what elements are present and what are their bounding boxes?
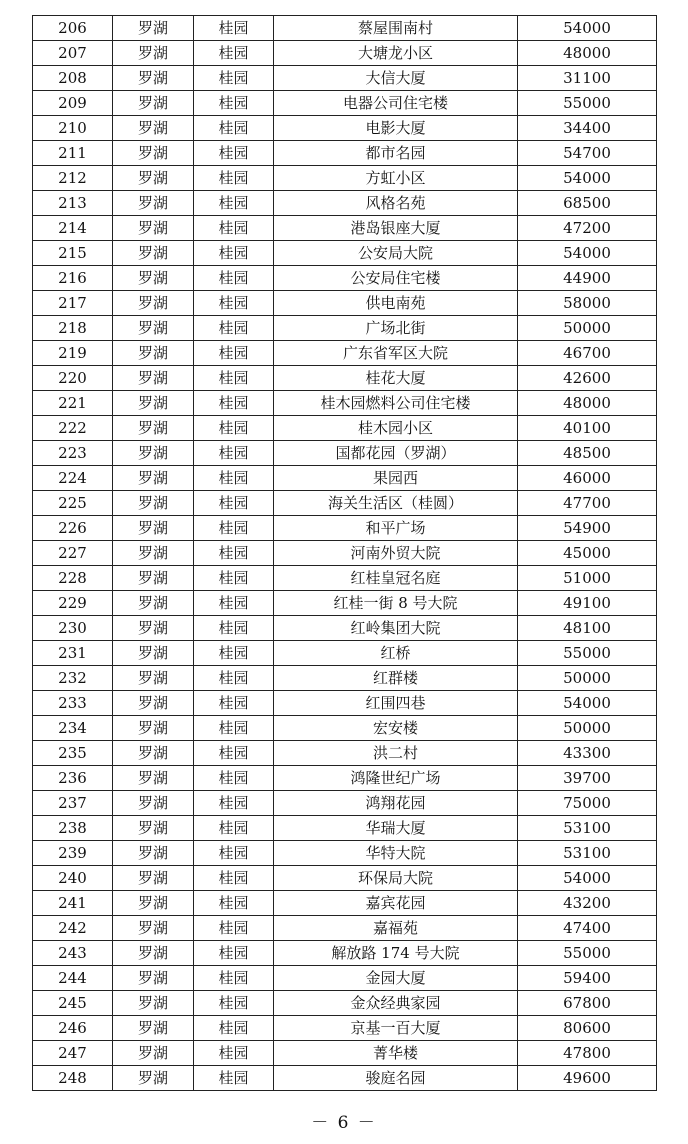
street-cell: 桂园 <box>194 741 274 766</box>
table-row <box>33 1016 657 1041</box>
community-name-cell: 海关生活区（桂圆） <box>274 491 518 516</box>
row-number-cell: 237 <box>33 791 113 816</box>
district-cell: 罗湖 <box>113 191 194 216</box>
row-number-cell: 215 <box>33 241 113 266</box>
district-cell: 罗湖 <box>113 66 194 91</box>
row-number-cell: 242 <box>33 916 113 941</box>
row-number-cell: 218 <box>33 316 113 341</box>
table-row <box>33 1041 657 1066</box>
row-number-cell: 248 <box>33 1066 113 1091</box>
community-name-cell: 果园西 <box>274 466 518 491</box>
table-row <box>33 366 657 391</box>
table-row <box>33 166 657 191</box>
row-number-cell: 214 <box>33 216 113 241</box>
row-number-cell: 219 <box>33 341 113 366</box>
district-cell: 罗湖 <box>113 41 194 66</box>
table-row <box>33 591 657 616</box>
page-number: － 6 － <box>311 1113 377 1133</box>
street-cell: 桂园 <box>194 816 274 841</box>
community-name-cell: 红桥 <box>274 641 518 666</box>
street-cell: 桂园 <box>194 366 274 391</box>
community-name-cell: 嘉宾花园 <box>274 891 518 916</box>
district-cell: 罗湖 <box>113 316 194 341</box>
district-cell: 罗湖 <box>113 366 194 391</box>
community-name-cell: 蔡屋围南村 <box>274 16 518 41</box>
table-row <box>33 191 657 216</box>
row-number-cell: 240 <box>33 866 113 891</box>
community-name-cell: 京基一百大厦 <box>274 1016 518 1041</box>
price-cell: 68500 <box>518 191 657 216</box>
row-number-cell: 206 <box>33 16 113 41</box>
price-cell: 48000 <box>518 391 657 416</box>
table-row <box>33 841 657 866</box>
district-cell: 罗湖 <box>113 891 194 916</box>
price-cell: 48500 <box>518 441 657 466</box>
price-cell: 45000 <box>518 541 657 566</box>
table-row <box>33 91 657 116</box>
district-cell: 罗湖 <box>113 666 194 691</box>
row-number-cell: 238 <box>33 816 113 841</box>
price-cell: 47800 <box>518 1041 657 1066</box>
community-name-cell: 国都花园（罗湖） <box>274 441 518 466</box>
table-row <box>33 516 657 541</box>
community-name-cell: 宏安楼 <box>274 716 518 741</box>
price-cell: 54700 <box>518 141 657 166</box>
district-cell: 罗湖 <box>113 691 194 716</box>
district-cell: 罗湖 <box>113 1066 194 1091</box>
community-name-cell: 电影大厦 <box>274 116 518 141</box>
district-cell: 罗湖 <box>113 141 194 166</box>
housing-price-table-container <box>32 15 656 1091</box>
price-cell: 80600 <box>518 1016 657 1041</box>
table-row <box>33 966 657 991</box>
community-name-cell: 公安局大院 <box>274 241 518 266</box>
district-cell: 罗湖 <box>113 791 194 816</box>
street-cell: 桂园 <box>194 516 274 541</box>
district-cell: 罗湖 <box>113 416 194 441</box>
row-number-cell: 211 <box>33 141 113 166</box>
row-number-cell: 228 <box>33 566 113 591</box>
community-name-cell: 河南外贸大院 <box>274 541 518 566</box>
table-row <box>33 616 657 641</box>
district-cell: 罗湖 <box>113 916 194 941</box>
row-number-cell: 232 <box>33 666 113 691</box>
price-cell: 49600 <box>518 1066 657 1091</box>
row-number-cell: 241 <box>33 891 113 916</box>
street-cell: 桂园 <box>194 916 274 941</box>
district-cell: 罗湖 <box>113 566 194 591</box>
price-cell: 47400 <box>518 916 657 941</box>
row-number-cell: 221 <box>33 391 113 416</box>
community-name-cell: 红岭集团大院 <box>274 616 518 641</box>
district-cell: 罗湖 <box>113 716 194 741</box>
district-cell: 罗湖 <box>113 516 194 541</box>
street-cell: 桂园 <box>194 391 274 416</box>
price-cell: 48000 <box>518 41 657 66</box>
district-cell: 罗湖 <box>113 816 194 841</box>
row-number-cell: 244 <box>33 966 113 991</box>
row-number-cell: 235 <box>33 741 113 766</box>
price-cell: 42600 <box>518 366 657 391</box>
community-name-cell: 大塘龙小区 <box>274 41 518 66</box>
table-row <box>33 991 657 1016</box>
street-cell: 桂园 <box>194 791 274 816</box>
community-name-cell: 红围四巷 <box>274 691 518 716</box>
street-cell: 桂园 <box>194 666 274 691</box>
district-cell: 罗湖 <box>113 991 194 1016</box>
table-row <box>33 16 657 41</box>
community-name-cell: 嘉福苑 <box>274 916 518 941</box>
district-cell: 罗湖 <box>113 391 194 416</box>
table-row <box>33 691 657 716</box>
price-cell: 54000 <box>518 691 657 716</box>
street-cell: 桂园 <box>194 1066 274 1091</box>
street-cell: 桂园 <box>194 866 274 891</box>
price-cell: 55000 <box>518 91 657 116</box>
street-cell: 桂园 <box>194 16 274 41</box>
street-cell: 桂园 <box>194 266 274 291</box>
row-number-cell: 245 <box>33 991 113 1016</box>
street-cell: 桂园 <box>194 291 274 316</box>
district-cell: 罗湖 <box>113 641 194 666</box>
price-cell: 54000 <box>518 16 657 41</box>
street-cell: 桂园 <box>194 41 274 66</box>
price-cell: 53100 <box>518 841 657 866</box>
street-cell: 桂园 <box>194 991 274 1016</box>
table-row <box>33 291 657 316</box>
community-name-cell: 广东省军区大院 <box>274 341 518 366</box>
street-cell: 桂园 <box>194 716 274 741</box>
table-row <box>33 391 657 416</box>
table-row <box>33 716 657 741</box>
community-name-cell: 环保局大院 <box>274 866 518 891</box>
community-name-cell: 风格名苑 <box>274 191 518 216</box>
community-name-cell: 解放路 174 号大院 <box>274 941 518 966</box>
table-row <box>33 816 657 841</box>
price-cell: 44900 <box>518 266 657 291</box>
community-name-cell: 骏庭名园 <box>274 1066 518 1091</box>
row-number-cell: 239 <box>33 841 113 866</box>
table-row <box>33 241 657 266</box>
community-name-cell: 华瑞大厦 <box>274 816 518 841</box>
table-row <box>33 316 657 341</box>
community-name-cell: 桂木园小区 <box>274 416 518 441</box>
table-row <box>33 916 657 941</box>
row-number-cell: 234 <box>33 716 113 741</box>
price-cell: 58000 <box>518 291 657 316</box>
table-row <box>33 41 657 66</box>
row-number-cell: 226 <box>33 516 113 541</box>
district-cell: 罗湖 <box>113 216 194 241</box>
row-number-cell: 213 <box>33 191 113 216</box>
table-row <box>33 416 657 441</box>
price-cell: 34400 <box>518 116 657 141</box>
table-row <box>33 541 657 566</box>
district-cell: 罗湖 <box>113 441 194 466</box>
community-name-cell: 电器公司住宅楼 <box>274 91 518 116</box>
community-name-cell: 桂木园燃料公司住宅楼 <box>274 391 518 416</box>
row-number-cell: 246 <box>33 1016 113 1041</box>
district-cell: 罗湖 <box>113 741 194 766</box>
table-row <box>33 116 657 141</box>
street-cell: 桂园 <box>194 191 274 216</box>
price-cell: 50000 <box>518 316 657 341</box>
row-number-cell: 207 <box>33 41 113 66</box>
row-number-cell: 225 <box>33 491 113 516</box>
table-row <box>33 866 657 891</box>
district-cell: 罗湖 <box>113 841 194 866</box>
table-row <box>33 341 657 366</box>
street-cell: 桂园 <box>194 841 274 866</box>
row-number-cell: 224 <box>33 466 113 491</box>
community-name-cell: 金园大厦 <box>274 966 518 991</box>
table-row <box>33 791 657 816</box>
district-cell: 罗湖 <box>113 266 194 291</box>
row-number-cell: 217 <box>33 291 113 316</box>
street-cell: 桂园 <box>194 416 274 441</box>
street-cell: 桂园 <box>194 91 274 116</box>
street-cell: 桂园 <box>194 891 274 916</box>
community-name-cell: 菁华楼 <box>274 1041 518 1066</box>
street-cell: 桂园 <box>194 241 274 266</box>
street-cell: 桂园 <box>194 491 274 516</box>
street-cell: 桂园 <box>194 641 274 666</box>
district-cell: 罗湖 <box>113 16 194 41</box>
district-cell: 罗湖 <box>113 291 194 316</box>
community-name-cell: 港岛银座大厦 <box>274 216 518 241</box>
district-cell: 罗湖 <box>113 941 194 966</box>
street-cell: 桂园 <box>194 341 274 366</box>
price-cell: 54000 <box>518 866 657 891</box>
table-row <box>33 441 657 466</box>
district-cell: 罗湖 <box>113 541 194 566</box>
row-number-cell: 208 <box>33 66 113 91</box>
district-cell: 罗湖 <box>113 491 194 516</box>
community-name-cell: 鸿隆世纪广场 <box>274 766 518 791</box>
district-cell: 罗湖 <box>113 241 194 266</box>
table-row <box>33 66 657 91</box>
community-name-cell: 红桂皇冠名庭 <box>274 566 518 591</box>
street-cell: 桂园 <box>194 1041 274 1066</box>
price-cell: 40100 <box>518 416 657 441</box>
street-cell: 桂园 <box>194 216 274 241</box>
price-cell: 39700 <box>518 766 657 791</box>
street-cell: 桂园 <box>194 541 274 566</box>
street-cell: 桂园 <box>194 141 274 166</box>
district-cell: 罗湖 <box>113 766 194 791</box>
price-cell: 46700 <box>518 341 657 366</box>
district-cell: 罗湖 <box>113 1041 194 1066</box>
community-name-cell: 都市名园 <box>274 141 518 166</box>
table-body <box>33 16 657 1091</box>
district-cell: 罗湖 <box>113 616 194 641</box>
price-cell: 43200 <box>518 891 657 916</box>
price-cell: 67800 <box>518 991 657 1016</box>
price-cell: 59400 <box>518 966 657 991</box>
table-row <box>33 641 657 666</box>
street-cell: 桂园 <box>194 691 274 716</box>
street-cell: 桂园 <box>194 316 274 341</box>
community-name-cell: 桂花大厦 <box>274 366 518 391</box>
district-cell: 罗湖 <box>113 91 194 116</box>
community-name-cell: 红桂一街 8 号大院 <box>274 591 518 616</box>
row-number-cell: 243 <box>33 941 113 966</box>
price-cell: 54000 <box>518 241 657 266</box>
table-row <box>33 741 657 766</box>
row-number-cell: 229 <box>33 591 113 616</box>
table-row <box>33 941 657 966</box>
district-cell: 罗湖 <box>113 166 194 191</box>
street-cell: 桂园 <box>194 616 274 641</box>
price-cell: 55000 <box>518 941 657 966</box>
table-row <box>33 891 657 916</box>
street-cell: 桂园 <box>194 566 274 591</box>
price-cell: 31100 <box>518 66 657 91</box>
row-number-cell: 220 <box>33 366 113 391</box>
street-cell: 桂园 <box>194 1016 274 1041</box>
price-cell: 53100 <box>518 816 657 841</box>
table-row <box>33 466 657 491</box>
district-cell: 罗湖 <box>113 866 194 891</box>
community-name-cell: 方虹小区 <box>274 166 518 191</box>
community-name-cell: 洪二村 <box>274 741 518 766</box>
table-row <box>33 216 657 241</box>
row-number-cell: 247 <box>33 1041 113 1066</box>
table-row <box>33 491 657 516</box>
district-cell: 罗湖 <box>113 591 194 616</box>
table-row <box>33 1066 657 1091</box>
street-cell: 桂园 <box>194 941 274 966</box>
row-number-cell: 231 <box>33 641 113 666</box>
row-number-cell: 216 <box>33 266 113 291</box>
street-cell: 桂园 <box>194 116 274 141</box>
price-cell: 43300 <box>518 741 657 766</box>
row-number-cell: 210 <box>33 116 113 141</box>
district-cell: 罗湖 <box>113 1016 194 1041</box>
price-cell: 46000 <box>518 466 657 491</box>
table-row <box>33 666 657 691</box>
district-cell: 罗湖 <box>113 966 194 991</box>
row-number-cell: 233 <box>33 691 113 716</box>
street-cell: 桂园 <box>194 591 274 616</box>
street-cell: 桂园 <box>194 441 274 466</box>
price-cell: 50000 <box>518 716 657 741</box>
housing-price-table <box>32 15 657 1091</box>
community-name-cell: 金众经典家园 <box>274 991 518 1016</box>
community-name-cell: 广场北街 <box>274 316 518 341</box>
price-cell: 47200 <box>518 216 657 241</box>
row-number-cell: 222 <box>33 416 113 441</box>
price-cell: 51000 <box>518 566 657 591</box>
community-name-cell: 鸿翔花园 <box>274 791 518 816</box>
street-cell: 桂园 <box>194 966 274 991</box>
table-row <box>33 141 657 166</box>
street-cell: 桂园 <box>194 166 274 191</box>
table-row <box>33 766 657 791</box>
row-number-cell: 236 <box>33 766 113 791</box>
price-cell: 48100 <box>518 616 657 641</box>
street-cell: 桂园 <box>194 66 274 91</box>
street-cell: 桂园 <box>194 766 274 791</box>
price-cell: 75000 <box>518 791 657 816</box>
district-cell: 罗湖 <box>113 116 194 141</box>
price-cell: 47700 <box>518 491 657 516</box>
row-number-cell: 209 <box>33 91 113 116</box>
row-number-cell: 230 <box>33 616 113 641</box>
table-row <box>33 566 657 591</box>
community-name-cell: 和平广场 <box>274 516 518 541</box>
price-cell: 49100 <box>518 591 657 616</box>
street-cell: 桂园 <box>194 466 274 491</box>
community-name-cell: 供电南苑 <box>274 291 518 316</box>
price-cell: 50000 <box>518 666 657 691</box>
price-cell: 55000 <box>518 641 657 666</box>
district-cell: 罗湖 <box>113 466 194 491</box>
table-row <box>33 266 657 291</box>
row-number-cell: 223 <box>33 441 113 466</box>
row-number-cell: 227 <box>33 541 113 566</box>
community-name-cell: 大信大厦 <box>274 66 518 91</box>
community-name-cell: 红群楼 <box>274 666 518 691</box>
price-cell: 54900 <box>518 516 657 541</box>
community-name-cell: 公安局住宅楼 <box>274 266 518 291</box>
row-number-cell: 212 <box>33 166 113 191</box>
price-cell: 54000 <box>518 166 657 191</box>
community-name-cell: 华特大院 <box>274 841 518 866</box>
district-cell: 罗湖 <box>113 341 194 366</box>
